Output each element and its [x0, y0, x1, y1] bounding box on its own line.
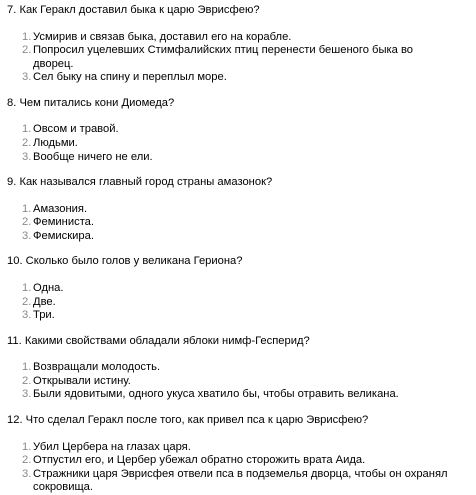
answer-item [7, 123, 473, 137]
answer-number: 2. [22, 295, 32, 308]
answer-number: 3. [22, 467, 32, 480]
answer-item [7, 151, 473, 165]
answer-text: Амазония. [33, 202, 88, 215]
answer-item [7, 375, 473, 389]
answer-text: Сел быку на спину и переплыл море. [33, 71, 227, 84]
question-11 [7, 334, 473, 402]
answer-text: Убил Цербера на глазах царя. [33, 440, 191, 453]
answer-item [7, 361, 473, 375]
answer-number: 1. [22, 281, 32, 294]
answer-text: Феминиста. [33, 216, 95, 229]
answer-number: 1. [22, 202, 32, 215]
answer-number: 1. [22, 30, 32, 43]
answer-text: Усмирив и связав быка, доставил его на корабле. [33, 30, 292, 43]
answer-text: Две. [33, 295, 56, 308]
answer-list [7, 361, 473, 402]
question-9 [7, 175, 473, 243]
answer-item [7, 31, 473, 45]
answer-item [7, 137, 473, 151]
answer-item [7, 203, 473, 217]
answer-number: 2. [22, 216, 32, 229]
question-text: 9. Как назывался главный город страны амазонок? [7, 176, 273, 189]
question-7 [7, 3, 473, 85]
answer-number: 3. [22, 150, 32, 163]
answer-list [7, 31, 473, 85]
answer-number: 1. [22, 123, 32, 136]
answer-text: Были ядовитыми, одного укуса хватило бы, чтобы отравить великана. [33, 388, 399, 401]
answer-number: 3. [22, 309, 32, 322]
answer-item [7, 388, 473, 402]
answer-text: Три. [33, 309, 55, 322]
answer-list [7, 123, 473, 164]
answer-list [7, 203, 473, 244]
answer-text: Фемискира. [33, 229, 94, 242]
question-text: 7. Как Геракл доставил быка к царю Эврисфею? [7, 4, 260, 16]
answer-text: Открывали истину. [33, 374, 131, 387]
answer-item [7, 296, 473, 310]
answer-list [7, 282, 473, 323]
question-text: 11. Какими свойствами обладали яблоки нимф-Гесперид? [7, 334, 310, 347]
answer-number: 2. [22, 454, 32, 467]
question-text: 12. Что сделал Геракл после того, как привел пса к царю Эврисфею? [7, 414, 369, 426]
answer-item [7, 282, 473, 296]
question-text: 8. Чем питались кони Диомеда? [7, 96, 175, 109]
answer-text: Одна. [33, 281, 64, 294]
answer-item [7, 44, 473, 71]
answer-text: Стражники царя Эврисфея отвели пса в подземелья дворца, чтобы он охранял сокровища. [33, 467, 448, 494]
answer-item [7, 71, 473, 85]
question-10 [7, 254, 473, 322]
answer-text: Людьми. [33, 136, 78, 149]
question-12 [7, 413, 473, 495]
question-text: 10. Сколько было голов у великана Гериона? [7, 255, 243, 268]
answer-list [7, 441, 473, 495]
question-8 [7, 96, 473, 164]
answer-number: 1. [22, 361, 32, 374]
answer-item [7, 309, 473, 323]
answer-text: Возвращали молодость. [33, 361, 161, 374]
answer-item [7, 468, 473, 495]
answer-number: 3. [22, 71, 32, 84]
answer-text: Вообще ничего не ели. [33, 150, 153, 163]
answer-item [7, 216, 473, 230]
answer-text: Отпустил его, и Цербер убежал обратно сторожить врата Аида. [33, 454, 366, 467]
answer-text: Овсом и травой. [33, 123, 119, 136]
answer-number: 3. [22, 229, 32, 242]
answer-item [7, 441, 473, 455]
quiz-document [7, 3, 473, 495]
answer-number: 2. [22, 136, 32, 149]
answer-number: 1. [22, 440, 32, 453]
answer-number: 2. [22, 374, 32, 387]
answer-text: Попросил уцелевших Стимфалийских птиц перенести бешеного быка во дворец. [33, 44, 413, 70]
answer-number: 3. [22, 388, 32, 401]
answer-item [7, 454, 473, 468]
answer-number: 2. [22, 44, 32, 57]
answer-item [7, 230, 473, 244]
